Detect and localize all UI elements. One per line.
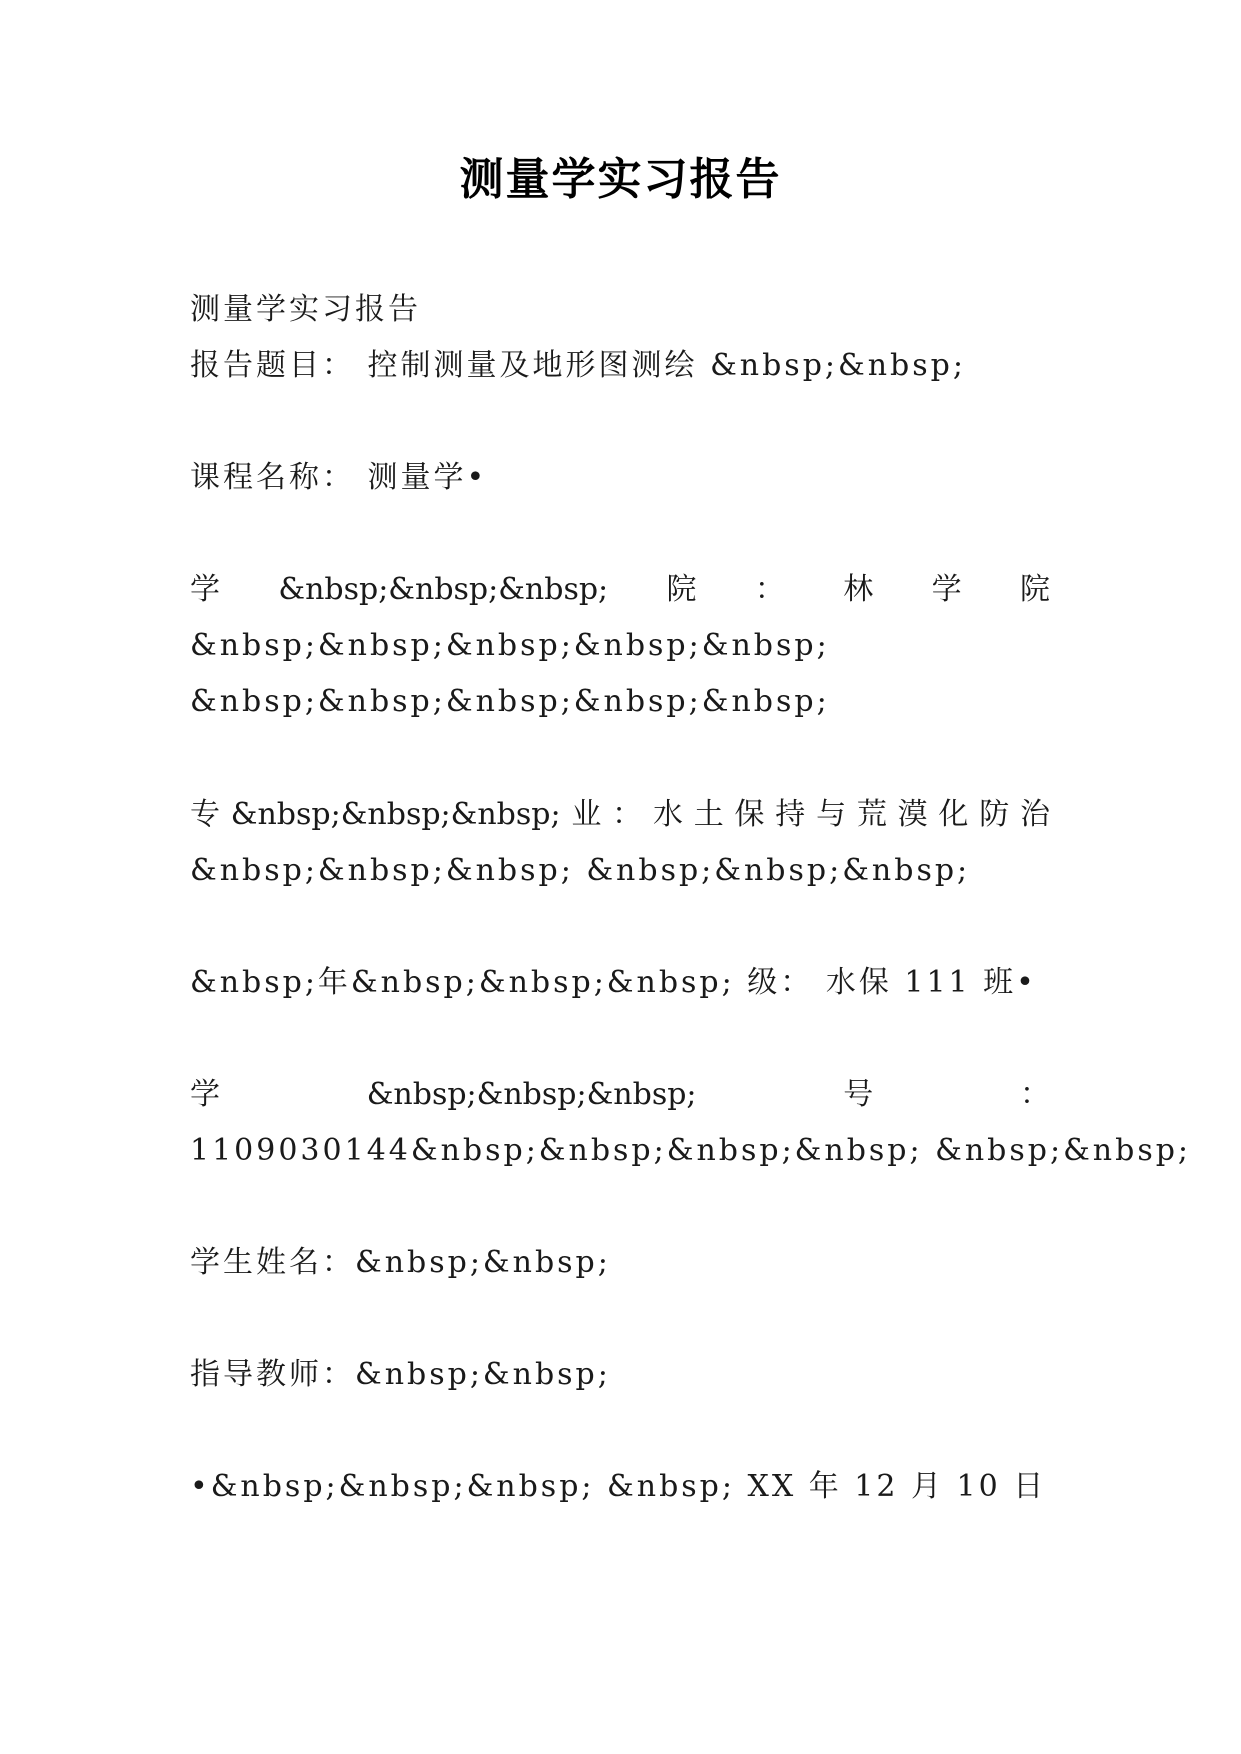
college-line-3: &nbsp;&nbsp;&nbsp;&nbsp;&nbsp; — [190, 684, 830, 719]
student-id-char: 号 — [843, 1077, 874, 1112]
major-line-2: &nbsp;&nbsp;&nbsp; &nbsp;&nbsp;&nbsp; — [190, 853, 971, 888]
major-char: 业 — [571, 797, 602, 832]
student-id-char: 学 — [190, 1077, 220, 1112]
major-char: 土 — [693, 797, 724, 832]
student-id-colon: ： — [1019, 1077, 1050, 1112]
grade-line: &nbsp;年&nbsp;&nbsp;&nbsp; 级： 水保 111 班• — [190, 965, 1037, 1000]
college-colon: ： — [754, 572, 785, 607]
course-name-line: 课程名称： 测量学• — [190, 460, 488, 495]
document-title: 测量学实习报告 — [459, 154, 782, 205]
major-char: 漠 — [897, 797, 928, 832]
college-char: 院 — [666, 572, 697, 607]
student-name-line: 学生姓名：&nbsp;&nbsp; — [190, 1245, 611, 1280]
major-char: 防 — [979, 797, 1010, 832]
advisor-line: 指导教师：&nbsp;&nbsp; — [190, 1357, 611, 1392]
major-char: 保 — [734, 797, 765, 832]
report-topic-line: 报告题目： 控制测量及地形图测绘 &nbsp;&nbsp; — [190, 348, 966, 383]
student-id-line-1 — [190, 1075, 1050, 1115]
college-line-2: &nbsp;&nbsp;&nbsp;&nbsp;&nbsp; — [190, 628, 830, 663]
college-char: 学 — [931, 572, 962, 607]
major-colon: ： — [612, 797, 643, 832]
major-char: 荒 — [856, 797, 887, 832]
major-spacer: &nbsp;&nbsp;&nbsp; — [230, 797, 561, 832]
major-char: 治 — [1019, 797, 1050, 832]
subtitle-line: 测量学实习报告 — [190, 292, 421, 327]
major-char: 持 — [775, 797, 806, 832]
major-char: 化 — [938, 797, 969, 832]
major-char: 与 — [816, 797, 847, 832]
major-line-1 — [190, 795, 1050, 835]
college-line-1 — [190, 570, 1050, 610]
student-id-line-2: 1109030144&nbsp;&nbsp;&nbsp;&nbsp; &nbsp;&nbsp; — [190, 1133, 1192, 1168]
student-id-spacer: &nbsp;&nbsp;&nbsp; — [366, 1077, 697, 1112]
date-line: •&nbsp;&nbsp;&nbsp; &nbsp; XX 年 12 月 10 日 — [190, 1469, 1047, 1504]
college-char: 院 — [1019, 572, 1050, 607]
college-char: 林 — [843, 572, 874, 607]
major-char: 水 — [652, 797, 683, 832]
major-char: 专 — [190, 797, 220, 832]
college-spacer: &nbsp;&nbsp;&nbsp; — [278, 572, 609, 607]
college-char: 学 — [190, 572, 220, 607]
